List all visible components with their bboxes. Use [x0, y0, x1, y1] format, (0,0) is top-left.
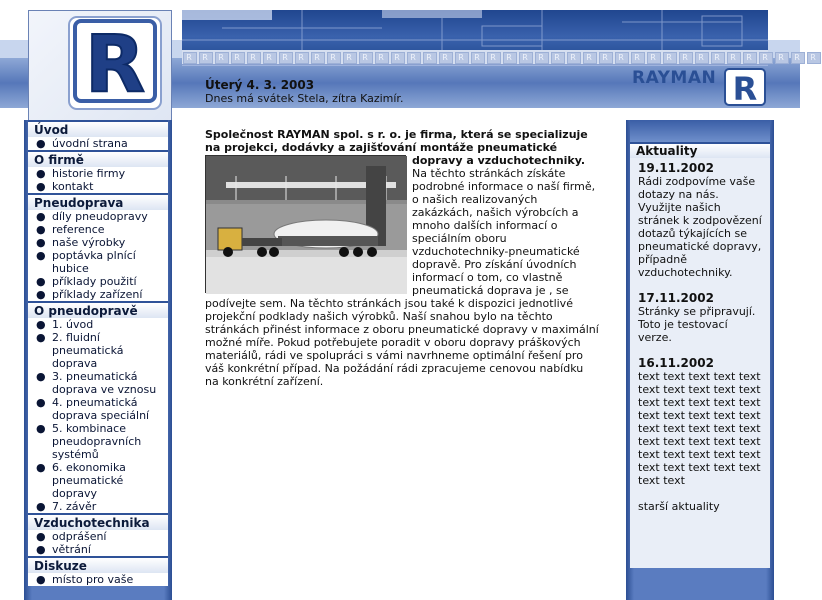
header-pattern-row: R R R R R R R R R R R R R R R R R R R R R R R R R R R R R R R R R R R R R R R R [182, 50, 768, 65]
bullet-icon: ● [36, 396, 46, 409]
sidebar-menu-item-label: historie firmy [52, 167, 126, 180]
sidebar-section-title: Pneudoprava [28, 193, 168, 210]
news-text: Rádi zodpovíme vaše dotazy na nás. Využijte našich stránek k zodpovězení dotazů týkajících se pneumatické dopravy, případně vzduchotechniky. [638, 175, 762, 279]
sidebar-menu-item-label: 6. ekonomika pneumatické dopravy [52, 461, 126, 500]
sidebar-section-title: Vzduchotechnika [28, 513, 168, 530]
bullet-icon: ● [36, 137, 46, 150]
bullet-icon: ● [36, 422, 46, 435]
bullet-icon: ● [36, 249, 46, 262]
brand-r-icon [724, 68, 766, 106]
nameday-text: Dnes má svátek Stela, zítra Kazimír. [205, 92, 404, 105]
sidebar-menu-item[interactable] [28, 543, 168, 556]
sidebar-menu-item-label: odprášení [52, 530, 107, 543]
bullet-icon: ● [36, 288, 46, 301]
sidebar-menu-item[interactable] [28, 236, 168, 249]
sidebar-menu-item[interactable] [28, 210, 168, 223]
sidebar-section-title: Úvod [28, 120, 168, 137]
sidebar-menu-item[interactable] [28, 137, 168, 150]
sidebar-section-title: O firmě [28, 150, 168, 167]
bullet-icon: ● [36, 236, 46, 249]
sidebar-menu-item-label: příklady použití [52, 275, 137, 288]
current-date: Úterý 4. 3. 2003 [205, 78, 315, 92]
news-text: Stránky se připravují. Toto je testovací verze. [638, 305, 756, 344]
sidebar-menu-item[interactable] [28, 370, 168, 396]
news-panel-body [630, 158, 770, 568]
bullet-icon: ● [36, 318, 46, 331]
truck-photo [205, 155, 406, 293]
sidebar-menu-item[interactable] [28, 223, 168, 236]
bullet-icon: ● [36, 500, 46, 513]
bullet-icon: ● [36, 573, 46, 586]
sidebar-menu-item-label: 5. kombinace pneudopravních systémů [52, 422, 142, 461]
sidebar-menu-item[interactable] [28, 167, 168, 180]
sidebar-menu-item[interactable] [28, 331, 168, 370]
sidebar-menu-item-label: díly pneudopravy [52, 210, 148, 223]
news-text: text text text text text text text text text text text text text text text text text text text text text text text text text text text text text text text text text text text text text text text text text text [638, 370, 761, 487]
site-logo[interactable] [28, 10, 172, 124]
sidebar-menu-item-label: 4. pneumatická doprava speciální [52, 396, 150, 422]
bullet-icon: ● [36, 370, 46, 383]
sidebar-menu-item-label: úvodní strana [52, 137, 128, 150]
article [205, 128, 600, 388]
bullet-icon: ● [36, 223, 46, 236]
news-date: 16.11.2002 [638, 356, 714, 370]
bullet-icon: ● [36, 331, 46, 344]
sidebar-menu-item-label: příklady zařízení [52, 288, 143, 301]
sidebar-menu-item[interactable] [28, 396, 168, 422]
bullet-icon: ● [36, 275, 46, 288]
sidebar-menu-item[interactable] [28, 500, 168, 513]
sidebar-section-title: O pneudopravě [28, 301, 168, 318]
sidebar-section-title: Diskuze [28, 556, 168, 573]
sidebar-menu-item-label: 2. fluidní pneumatická doprava [52, 331, 124, 370]
news-panel-top [630, 120, 770, 142]
sidebar-menu-item-label: 7. závěr [52, 500, 97, 513]
sidebar-menu-item-label: větrání [52, 543, 91, 556]
bullet-icon: ● [36, 180, 46, 193]
news-item [638, 292, 764, 344]
article-body: Na těchto stránkách získáte podrobné informace o naší firmě, o našich realizovaných zakázkách, našich výrobcích a mnoho dalších informací o speciálním oboru vzduchotechniky-pneumatické dopravě. Pro získání úvodních informací o tom, co vlastně pneumatická doprava je , se podívejte sem. Na těchto stránkách jsou také k dispozici jednotlivé projekční podklady našich výrobků. Naší snahou bylo na těchto stránkách přinést informace z oboru pneumatické dopravy v maximální možné míře. Pokud potřebujete poradit v oboru dopravy práškových materiálů, rádi ve spolupráci s vámi navrhneme optimální řešení pro váš konkrétní případ. Na požádání rádi zpracujeme cenovou nabídku na konkrétní zařízení. [205, 167, 599, 388]
news-date: 17.11.2002 [638, 291, 714, 305]
news-panel [626, 120, 774, 600]
sidebar-menu-item[interactable] [28, 422, 168, 461]
svg-text:R: R [84, 20, 146, 110]
sidebar-menu-item[interactable] [28, 275, 168, 288]
sidebar-menu-item-label: 1. úvod [52, 318, 94, 331]
sidebar-menu-item[interactable] [28, 318, 168, 331]
sidebar-menu-item[interactable] [28, 530, 168, 543]
sidebar-menu-item-label: reference [52, 223, 105, 236]
sidebar-menu-item[interactable] [28, 573, 168, 586]
sidebar-menu-item-label: 3. pneumatická doprava ve vznosu [52, 370, 157, 396]
sidebar-menu-item[interactable] [28, 180, 168, 193]
logo-r-icon [29, 11, 171, 123]
article-lead: Společnost RAYMAN spol. s r. o. je firma, která se specializuje na projekci, dodávky a zajišťování montáže pneumatické dopravy a vzduchotechniky. [205, 128, 588, 167]
bullet-icon: ● [36, 167, 46, 180]
bullet-icon: ● [36, 461, 46, 474]
sidebar-menu-item-label: místo pro vaše [52, 573, 134, 586]
sidebar-menu-item[interactable] [28, 288, 168, 301]
brand-mark [632, 68, 768, 108]
older-news-link[interactable]: starší aktuality [638, 500, 720, 513]
sidebar-menu-item-label: poptávka plnící hubice [52, 249, 136, 275]
sidebar [24, 120, 172, 600]
sidebar-menu [28, 120, 168, 586]
sidebar-menu-item-label: naše výrobky [52, 236, 126, 249]
sidebar-menu-item-label: kontakt [52, 180, 94, 193]
news-panel-title: Aktuality [630, 142, 770, 158]
sidebar-menu-item[interactable] [28, 461, 168, 500]
news-date: 19.11.2002 [638, 161, 714, 175]
news-item [638, 162, 764, 279]
sidebar-menu-item[interactable] [28, 249, 168, 275]
brand-name: RAYMAN [632, 68, 717, 88]
main-content [205, 78, 600, 388]
svg-text:R: R [732, 70, 758, 108]
bullet-icon: ● [36, 543, 46, 556]
bullet-icon: ● [36, 210, 46, 223]
bullet-icon: ● [36, 530, 46, 543]
news-item [638, 357, 764, 487]
